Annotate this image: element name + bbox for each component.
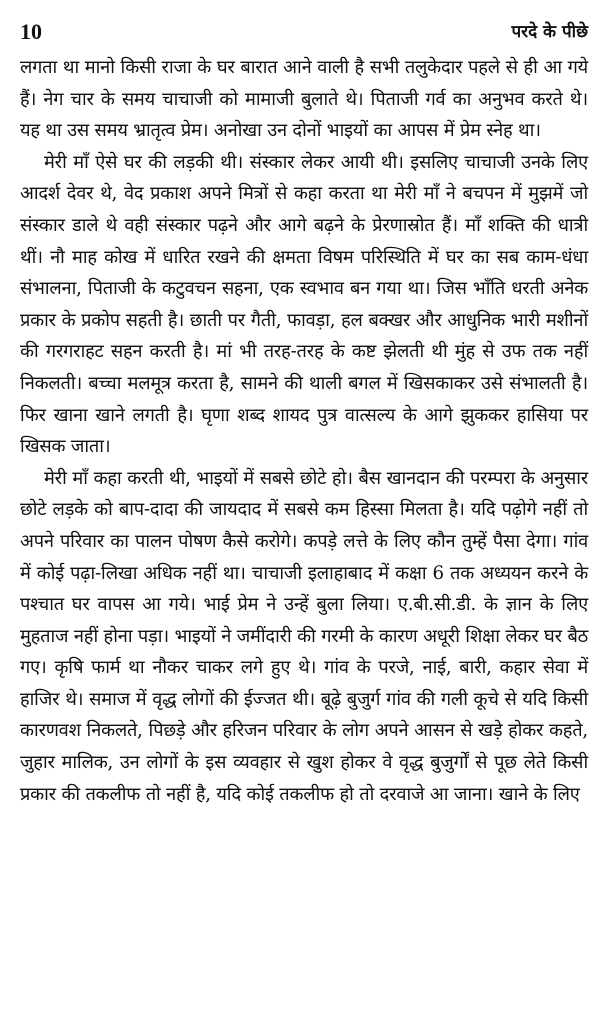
running-header: [20, 18, 588, 52]
paragraph-mother-upbringing: मेरी माँ ऐसे घर की लड़की थी। संस्कार लेकर आयी थी। इसलिए चाचाजी उनके लिए आदर्श देवर थे, वेद प्रकाश अपने मित्रों से कहा करता था मेरी माँ ने बचपन में मुझमें जो संस्कार डाले थे वही संस्कार पढ़ने और आगे बढ़ने के प्रेरणास्रोत हैं। माँ शक्ति की धात्री थीं। नौ माह कोख में धारित रखने की क्षमता विषम परिस्थिति में घर का सब काम-धंधा संभालना, पिताजी के कटुवचन सहना, एक स्वभाव बन गया था। जिस भाँति धरती अनेक प्रकार के प्रकोप सहती है। छाती पर गैती, फावड़ा, हल बक्खर और आधुनिक भारी मशीनों की गरगराहट सहन करती है। मां भी तरह-तरह के कष्ट झेलती थी मुंह से उफ तक नहीं निकलती। बच्चा मलमूत्र करता है, सामने की थाली बगल में खिसकाकर उसे संभालती है। फिर खाना खाने लगती है। घृणा शब्द शायद पुत्र वात्सल्य के आगे झुककर हासिया पर खिसक जाता।: [20, 151, 588, 458]
paragraph-continuation: लगता था मानो किसी राजा के घर बारात आने वाली है सभी तलुकेदार पहले से ही आ गये हैं। नेग चार के समय चाचाजी को मामाजी बुलाते थे। पिताजी गर्व का अनुभव करते थे। यह था उस समय भ्रातृत्व प्रेम। अनोखा उन दोनों भाइयों का आपस में प्रेम स्नेह था।: [20, 57, 588, 142]
paragraph-mother-advice: मेरी माँ कहा करती थी, भाइयों में सबसे छोटे हो। बैस खानदान की परम्परा के अनुसार छोटे लड़के को बाप-दादा की जायदाद में सबसे कम हिस्सा मिलता है। यदि पढ़ोगे नहीं तो अपने परिवार का पालन पोषण कैसे करोगे। कपड़े लत्ते के लिए कौन तुम्हें पैसा देगा। गांव में कोई पढ़ा-लिखा अधिक नहीं था। चाचाजी इलाहाबाद में कक्षा 6 तक अध्ययन करने के पश्चात घर वापस आ गये। भाई प्रेम ने उन्हें बुला लिया। ए.बी.सी.डी. के ज्ञान के लिए मुहताज नहीं होना पड़ा। भाइयों ने जमींदारी की गरमी के कारण अधूरी शिक्षा लेकर घर बैठ गए। कृषि फार्म था नौकर चाकर लगे हुए थे। गांव के परजे, नाई, बारी, कहार सेवा में हाजिर थे। समाज में वृद्ध लोगों की ईज्जत थी। बूढ़े बुजुर्ग गांव की गली कूचे से यदि किसी कारणवश निकलते, पिछड़े और हरिजन परिवार के लोग अपने आसन से खड़े होकर कहते, जुहार मालिक, उन लोगों के इस व्यवहार से खुश होकर वे वृद्ध बुजुर्गों से पूछ लेते किसी प्रकार की तकलीफ तो नहीं है, यदि कोई तकलीफ हो तो दरवाजे आ जाना। खाने के लिए: [20, 467, 588, 805]
page-number: 10: [20, 19, 42, 44]
body-text: [20, 52, 588, 810]
book-title: परदे के पीछे: [511, 22, 588, 42]
